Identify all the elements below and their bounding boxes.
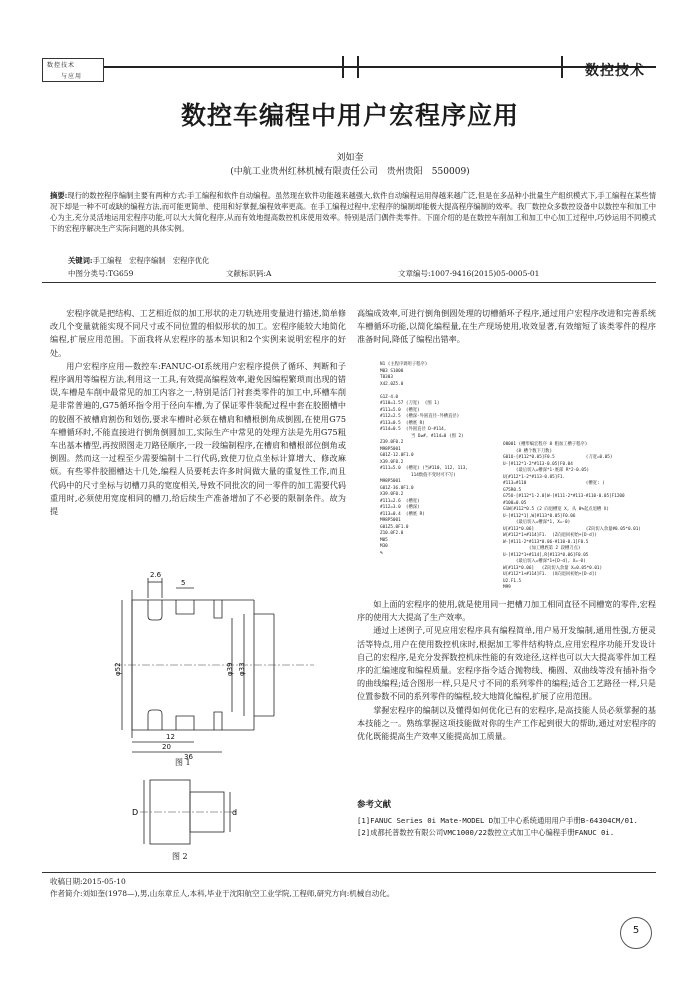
subprogram-code: O8001 (槽形编宏程序 8 粗加工槽子程序) (8 槽个数下刀数) G01U-[#112*0.05]F0.5 (刀宽=0.05) U-[#112*1-2*#113-0.05]F0.04 (最后切入=槽深*1-底部 R*2-0.05) U[#112*1-2*#113-0.05]F1. #113=#110 (槽宽: ) G75R0.5 G75U-[#112*1-2.0]W-[#111-2*#113-#110-0.05]F1200 #100=0.05 G1W[#112*0.5 (2 向退槽宽 X, 从 0%起点退槽 X) U-[#112*1],W[#113*0.05]F0.06 (最后切入=槽深*1, X=-0) U[#113*0.06] (Z向切入余量#0.05*0.01) W[#112*1+#114]F1. (Z向退回初始+[D-d]) W-[#111-2*#113*0.06-#110-0.1]F0.5 (加工槽底第 2 段槽刀点) U-[#112*1+#114],R[#113*0.06]F0.05 (最后切入=槽深*1+[D-d], X=-0) W[#113*0.06] (Z向切入余量 X=0.05*0.01) U[#112*1+#114]F1. (X向退回初始+[D-d]) U2.F1.5 M99 [503, 442, 641, 590]
affiliation: (中航工业贵州红林机械有限责任公司 贵州贵阳 550009) [230, 167, 470, 177]
keywords [68, 256, 209, 266]
document-code: 文献标识码:A [226, 269, 272, 278]
figure-2-caption: 图 2 [172, 852, 188, 861]
left-column-text [50, 307, 346, 518]
keywords-label: 关键词: [68, 256, 93, 265]
figure-1-caption: 图 1 [175, 758, 191, 767]
dim-label: φ39 [226, 662, 234, 676]
paragraph: 如上面的宏程序的使用,就是使用同一把槽刀加工相同直径不同槽宽的零件,宏程序的使用大大提高了生产效率。 [357, 599, 656, 623]
abstract [50, 190, 656, 234]
logo-line-1: 数控技术 [47, 62, 76, 69]
paragraph: 宏程序就是把结构、工艺相近似的加工形状的走刀轨迹用变量进行描述,简单修改几个变量就能实现不同尺寸或不同位置的相似形状的加工。宏程序能较大地简化编程,扩展应用范围。下面我将从宏程序的基本知识和2个实例来说明宏程序的好处。 [50, 308, 346, 358]
dim-label: D [132, 808, 139, 817]
class-number: 中图分类号:TG659 [68, 269, 134, 278]
dim-label: 5 [181, 579, 186, 587]
received-date: 收稿日期:2015-05-10 [50, 877, 126, 886]
right-column-intro [357, 307, 656, 347]
abstract-label: 摘要: [50, 191, 68, 200]
figure-2-drawing [130, 772, 240, 852]
header-rule [104, 66, 656, 68]
author: 刘如奎 [336, 153, 364, 163]
header-bar [342, 56, 344, 78]
dim-label: 2.6 [150, 571, 162, 579]
dim-label: φ33 [238, 662, 246, 676]
dim-label: φ52 [114, 662, 122, 676]
paragraph: 用户宏程序应用—数控车:FANUC-OI系统用户宏程序提供了循环、判断和子程序调用等编程方法,利用这一工具,有效提高编程效率,避免因编程繁琐而出现的错误,车槽是车削中最常见的加工内容之一,特别是活门衬套类零件的加工中,环槽车削是非常普遍的,G75循环指令用于径向车槽,为了保证零件装配过程中套在胶圈槽中的胶圈不被槽肩割伤和划伤,要求车槽时必须在槽肩和槽根倒角成倒圆,在使用G75车槽循环时,不能直接进行倒角倒圆加工,实际生产中常见的处理方法是先用G75粗车出基本槽型,再按照图走刀路径顺序,一段一段编制程序,在槽肩和槽根部位倒角或倒圆。然而这一过程至少需要编制十二行代码,致使刀位点坐标计算增大、修改麻烦。有些零件胶圈槽达十几处,编程人员要耗去许多时间做大量的重复性工作,而且代码中的尺寸坐标与切槽刀具的宽度相关,导致不同批次的同一零件的加工需要代码重用时,必须使用宽度相同的槽刀,给后续生产准备增加了不必要的限制条件。故为提 [50, 360, 346, 517]
paragraph: 通过上述例子,可见应用宏程序具有编程简单,用户易开发编制,通用性强,方便灵活等特点,用户在使用数控机床时,根据加工零件结构特点,应用宏程序功能开发设计自己的宏程序,是充分发挥数控机床性能的有效途径,这样也可以大大提高零件加工程序的汇编速度和编程质量。宏程序指令适合抛物线、椭圆、双曲线等没有插补指令的曲线编程;适合图形一样,只是尺寸不同的系列零件的编程;适合工艺路径一样,只是位置参数不同的系列零件的编程,较大地简化编程,扩展了应用范围。 [357, 625, 656, 702]
journal-logo-box [42, 58, 104, 82]
header-bar [357, 56, 359, 78]
dim-label: 20 [162, 743, 171, 751]
paragraph: 掌握宏程序的编制以及懂得如何优化已有的宏程序,是高技能人员必须掌握的基本技能之一。熟练掌握这项技能做对你的生产工作起到很大的帮助,通过对宏程序的优化既能提高生产效率又能提高加工质量。 [357, 704, 656, 742]
figure-1-drawing [114, 570, 324, 760]
article-title: 数控车编程中用户宏程序应用 [180, 101, 519, 130]
article-number: 文章编号:1007-9416(2015)05-0005-01 [398, 269, 540, 278]
logo-line-2: 与应用 [61, 73, 83, 80]
reference-item: [1]FANUC Series 0i Mate-MODEL D加工中心系统通用用户手册B-64304CM/01. [357, 816, 638, 825]
author-bio: 作者简介:刘如奎(1978—),男,山东章丘人,本科,毕业于沈阳航空工业学院,工程师,研究方向:机械自动化。 [50, 889, 395, 898]
dim-label: 36 [184, 753, 193, 760]
references-list [357, 815, 656, 839]
main-program-code: N1 (主程序调用子程序) M03 S1000 T0303 X42.0Z5.0 G1Z-4.0 #110=1.57 (刀宽) (图 1) #111=5.0 (槽宽) #112=2.5 (槽深-外圆直径-外槽直径) #113=0.5 (槽底 R) #114=0.5 (外圆直径 D-#114, 当 D≥#, #114=0 (图 2) Z39.0F0.2 M98P5001 G01Z-12.0F1.0 X39.0F0.2 #111=5.0 (槽宽) (当#110, 112, 113, 114数值不变时可不写) M98P5001 G01Z-36.0F1.0 X39.0F0.2 #111=2.6 (槽宽) #112=3.0 (槽深) #113=0.4 (槽底 R) M98P5001 G01Z5.0F1.0 Z10.0F2.0 M05 M30 % [380, 362, 468, 556]
keywords-text: 手工编程 宏程序编制 宏程序优化 [92, 256, 210, 265]
reference-item: [2]成都托普数控有限公司VMC1000/22数控立式加工中心编程手册FANUC 0i. [357, 828, 615, 837]
divider [42, 872, 656, 873]
references-heading: 参考文献 [357, 800, 392, 810]
dim-label: 12 [166, 733, 175, 741]
page-number: 5 [632, 925, 640, 936]
paragraph: 高编成效率,可进行倒角倒圆处理的切槽循环子程序,通过用户宏程序改进和完善系统车槽循环功能,以简化编程量,在生产现场使用,收效显著,有效缩短了该类零件的程序准备时间,降低了编程出错率。 [357, 308, 656, 345]
abstract-text: 现行的数控程序编制主要有两种方式:手工编程和软件自动编程。虽然现在软件功能越来越强大,软件自动编程运用得越来越广泛,但是在多品种小批量生产组织模式下,手工编程在某些情况下却是一种不可或缺的编程方法,而可能更简单、使用和好掌握,编程效率更高。在手工编程过程中,宏程序的编制却能极大提高程序编制的效率。我厂数控众多数控设备中以数控车和加工中心为主,充分灵活地运用宏程序功能,可以大大简化程序,从而有效地提高数控机床使用效率。特别是活门偶件类零件。下面介绍的是在数控车削加工和加工中心加工过程中,巧妙运用不同模式下的宏程序解决生产实际问题的具体实例。 [50, 191, 656, 233]
macro-program-listing [360, 360, 656, 594]
right-column-text [357, 598, 656, 743]
divider [42, 282, 656, 283]
dim-label: d [232, 808, 238, 817]
section-title: 数控技术 [585, 63, 645, 79]
header-bar [561, 56, 563, 78]
